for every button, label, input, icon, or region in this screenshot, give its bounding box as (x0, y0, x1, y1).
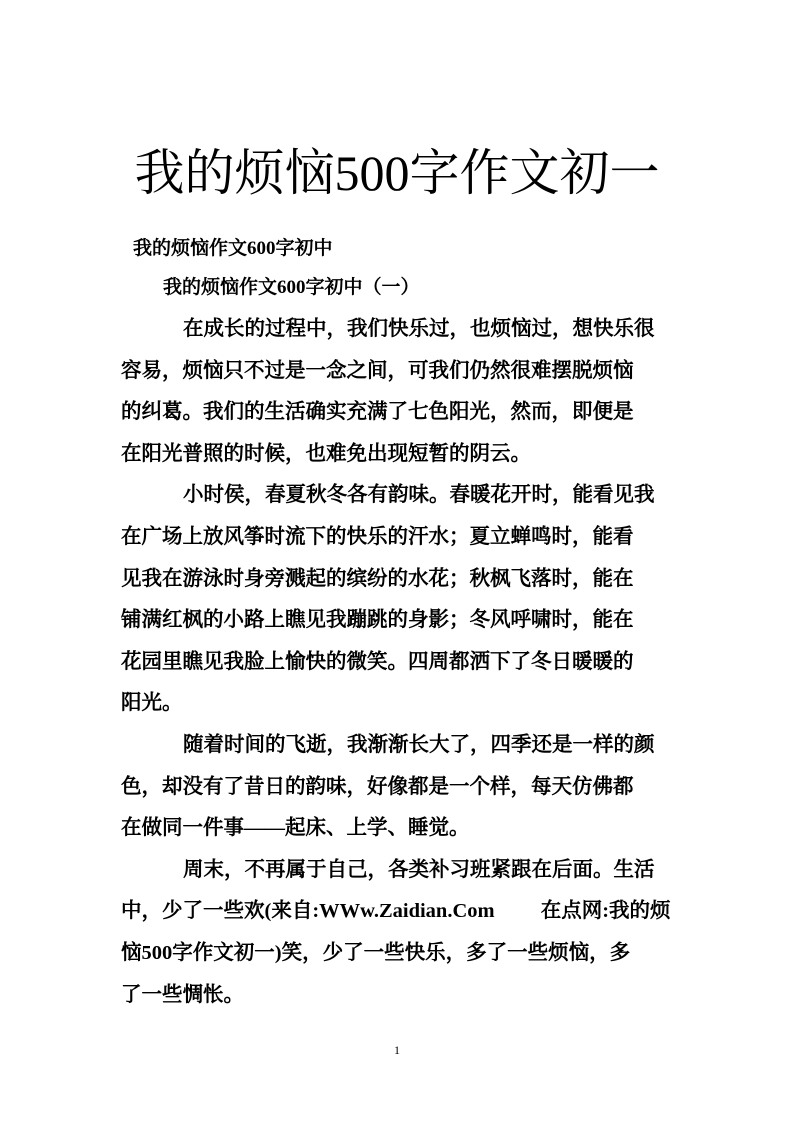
paragraph-line: 色，却没有了昔日的韵味，好像都是一个样，每天仿佛都 (121, 775, 634, 798)
paragraph-line: 在做同一件事——起床、上学、睡觉。 (121, 817, 470, 840)
paragraph-line: 铺满红枫的小路上瞧见我蹦跳的身影；冬风呼啸时，能在 (121, 609, 634, 632)
paragraph-line: 的纠葛。我们的生活确实充满了七色阳光，然而，即便是 (121, 401, 634, 424)
paragraph-line: 周末，不再属于自己，各类补习班紧跟在后面。生活 (183, 858, 655, 881)
paragraph-line: 在阳光普照的时候，也难免出现短暂的阴云。 (121, 442, 531, 465)
paragraph-line: 了一些惆怅。 (121, 983, 244, 1006)
paragraph-line: 在成长的过程中，我们快乐过，也烦恼过，想快乐很 (183, 318, 655, 340)
paragraph-line: 容易，烦恼只不过是一念之间，可我们仍然很难摆脱烦恼 (121, 359, 634, 382)
paragraph-line: 恼500字作文初一)笑，少了一些快乐，多了一些烦恼，多 (121, 941, 631, 964)
paragraph-line: 花园里瞧见我脸上愉快的微笑。四周都洒下了冬日暖暖的 (121, 650, 634, 673)
subtitle: 我的烦恼作文600字初中 (133, 238, 333, 259)
paragraph-line: 小时侯，春夏秋冬各有韵味。春暖花开时，能看见我 (183, 484, 655, 507)
paragraph-line: 见我在游泳时身旁溅起的缤纷的水花；秋枫飞落时，能在 (121, 567, 634, 590)
paragraph-line: 阳光。 (121, 692, 183, 715)
paragraph-line: 中，少了一些欢(来自:WWw.Zaidian.Com 在点网:我的烦 (121, 900, 671, 923)
page-number: 1 (394, 1043, 400, 1057)
document-title: 我的烦恼500字作文初一 (134, 145, 660, 201)
paragraph-line: 在广场上放风筝时流下的快乐的汗水；夏立蝉鸣时，能看 (121, 525, 634, 548)
essay-body (121, 313, 681, 1020)
section-heading: 我的烦恼作文600字初中（一） (163, 277, 420, 298)
paragraph-line: 随着时间的飞逝，我渐渐长大了，四季还是一样的颜 (183, 733, 655, 756)
